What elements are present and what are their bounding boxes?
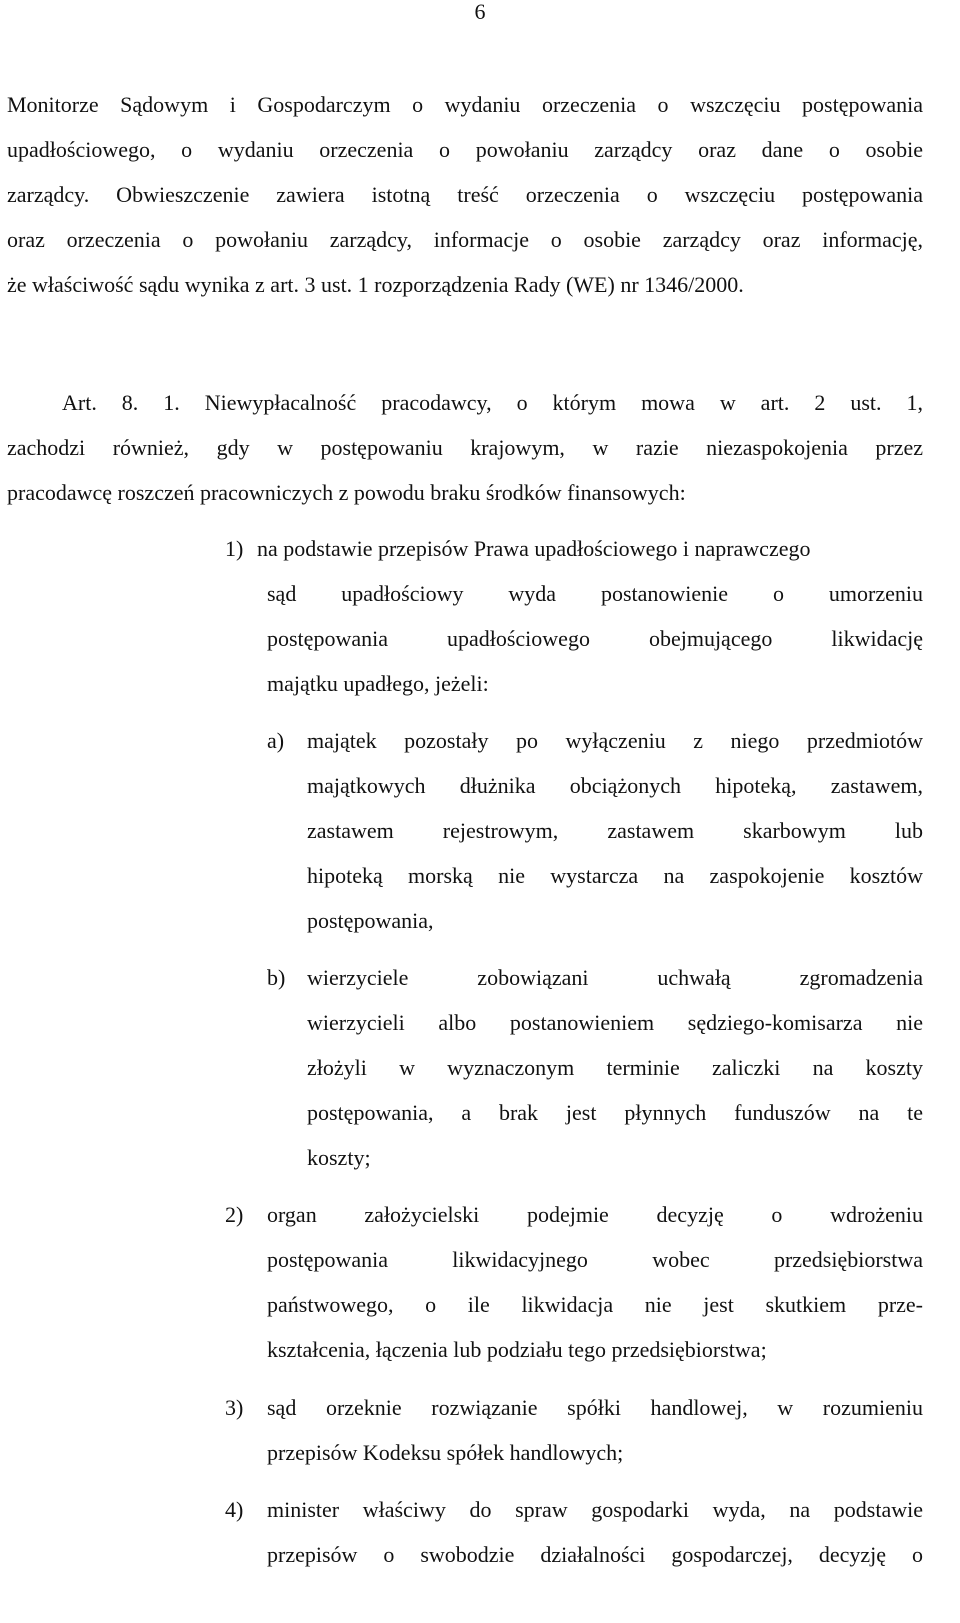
text-line: przepisów o swobodzie działalności gospodarczej, decyzję o bbox=[267, 1542, 923, 1567]
text-line: sąd orzeknie rozwiązanie spółki handlowej, w rozumieniu bbox=[267, 1395, 923, 1420]
text-line: pracodawcę roszczeń pracowniczych z powodu braku środków finansowych: bbox=[7, 480, 686, 505]
text-line: przepisów Kodeksu spółek handlowych; bbox=[267, 1440, 624, 1465]
text-line: postępowania, a brak jest płynnych funduszów na te bbox=[307, 1100, 923, 1125]
text-line: postępowania upadłościowego obejmującego likwidację bbox=[267, 626, 923, 651]
sub-item bbox=[307, 955, 923, 1180]
text-line: na podstawie przepisów Prawa upadłościowego i naprawczego bbox=[257, 536, 811, 561]
text-line: sąd upadłościowy wyda postanowienie o umorzeniu bbox=[267, 581, 923, 606]
text-line: zachodzi również, gdy w postępowaniu krajowym, w razie niezaspokojenia przez bbox=[7, 435, 923, 460]
text-line: hipoteką morską nie wystarcza na zaspokojenie kosztów bbox=[307, 863, 923, 888]
text-line: Monitorze Sądowym i Gospodarczym o wydaniu orzeczenia o wszczęciu postępowania bbox=[7, 92, 923, 117]
sub-item bbox=[307, 718, 923, 943]
list-item-label: 3) bbox=[225, 1395, 244, 1420]
text-line: zastawem rejestrowym, zastawem skarbowym lub bbox=[307, 818, 923, 843]
list-item bbox=[267, 1487, 923, 1577]
article-heading-line: Art. 8. 1. Niewypłacalność pracodawcy, o którym mowa w art. 2 ust. 1, bbox=[62, 390, 923, 415]
text-line: oraz orzeczenia o powołaniu zarządcy, informacje o osobie zarządcy oraz informację, bbox=[7, 227, 923, 252]
text-line: minister właściwy do spraw gospodarki wyda, na podstawie bbox=[267, 1497, 923, 1522]
list-item bbox=[267, 1192, 923, 1372]
list-item bbox=[257, 526, 923, 706]
text-line: państwowego, o ile likwidacja nie jest skutkiem prze- bbox=[267, 1292, 923, 1317]
text-line: majątkowych dłużnika obciążonych hipoteką, zastawem, bbox=[307, 773, 923, 798]
text-line: koszty; bbox=[307, 1145, 371, 1170]
text-line: zarządcy. Obwieszczenie zawiera istotną treść orzeczenia o wszczęciu postępowania bbox=[7, 182, 923, 207]
intro-paragraph bbox=[7, 82, 923, 307]
text-line: majątku upadłego, jeżeli: bbox=[267, 671, 489, 696]
list-item-label: 1) bbox=[225, 536, 244, 561]
text-line: złożyli w wyznaczonym terminie zaliczki na koszty bbox=[307, 1055, 923, 1080]
sub-item-label: b) bbox=[267, 965, 286, 990]
list-item-label: 2) bbox=[225, 1202, 244, 1227]
article-8-paragraph bbox=[7, 380, 923, 515]
text-line: że właściwość sądu wynika z art. 3 ust. 1 rozporządzenia Rady (WE) nr 1346/2000. bbox=[7, 272, 744, 297]
list-item-label: 4) bbox=[225, 1497, 244, 1522]
text-line: wierzycieli albo postanowieniem sędziego-komisarza nie bbox=[307, 1010, 923, 1035]
sub-item-label: a) bbox=[267, 728, 285, 753]
text-line: postępowania likwidacyjnego wobec przedsiębiorstwa bbox=[267, 1247, 923, 1272]
text-line: majątek pozostały po wyłączeniu z niego przedmiotów bbox=[307, 728, 923, 753]
text-line: postępowania, bbox=[307, 908, 434, 933]
list-item bbox=[267, 1385, 923, 1475]
text-line: organ założycielski podejmie decyzję o wdrożeniu bbox=[267, 1202, 923, 1227]
page-number: 6 bbox=[474, 0, 486, 24]
text-line: wierzyciele zobowiązani uchwałą zgromadzenia bbox=[307, 965, 923, 990]
text-line: upadłościowego, o wydaniu orzeczenia o powołaniu zarządcy oraz dane o osobie bbox=[7, 137, 923, 162]
text-line: kształcenia, łączenia lub podziału tego przedsiębiorstwa; bbox=[267, 1337, 767, 1362]
